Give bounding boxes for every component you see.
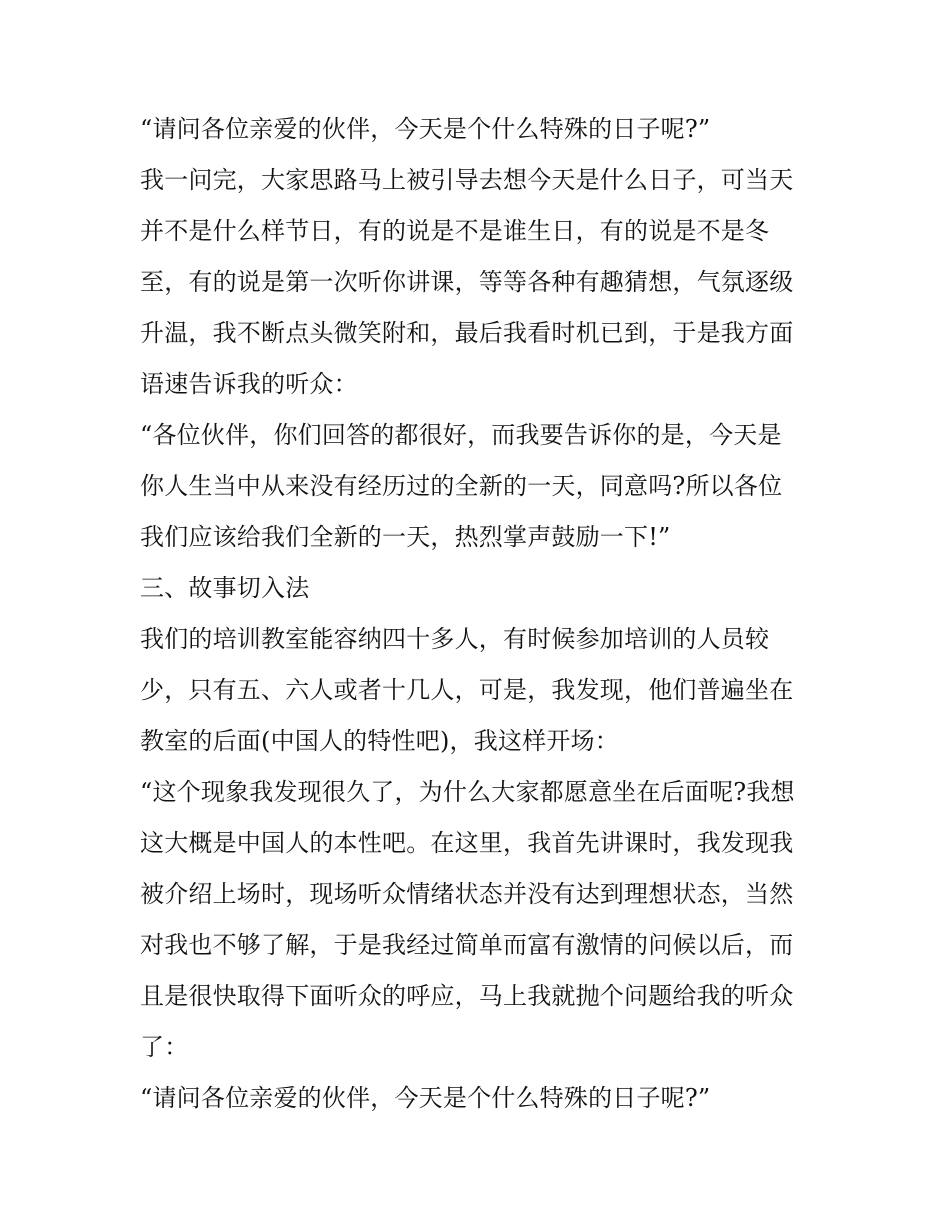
text-line: “各位伙伴，你们回答的都很好，而我要告诉你的是，今天是 [140,421,782,449]
text-line: 并不是什么样节日，有的说是不是谁生日，有的说是不是冬 [140,217,770,245]
text-line: 我一问完，大家思路马上被引导去想今天是什么日子，可当天 [140,166,794,194]
text-line: 少，只有五、六人或者十几人，可是，我发现，他们普遍坐在 [140,676,794,704]
text-line: 我们应该给我们全新的一天，热烈掌声鼓励一下!” [140,523,671,551]
document-body [140,104,820,1124]
text-line: 你人生当中从来没有经历过的全新的一天，同意吗?所以各位 [140,472,783,500]
text-line: 这大概是中国人的本性吧。在这里，我首先讲课时，我发现我 [140,829,794,857]
text-line: 且是很快取得下面听众的呼应，马上我就抛个问题给我的听众 [140,982,794,1010]
text-line: 升温，我不断点头微笑附和，最后我看时机已到，于是我方面 [140,319,794,347]
text-line: 了： [140,1033,189,1061]
text-line: 语速告诉我的听众： [140,370,358,398]
text-line: “请问各位亲爱的伙伴，今天是个什么特殊的日子呢?” [140,115,711,143]
text-line: 教室的后面(中国人的特性吧)，我这样开场： [140,727,619,755]
text-line: 被介绍上场时，现场听众情绪状态并没有达到理想状态，当然 [140,880,794,908]
text-line: 我们的培训教室能容纳四十多人，有时候参加培训的人员较 [140,625,770,653]
section-heading: 三、故事切入法 [140,574,310,602]
text-line: “请问各位亲爱的伙伴，今天是个什么特殊的日子呢?” [140,1084,711,1112]
text-line: 至，有的说是第一次听你讲课，等等各种有趣猜想，气氛逐级 [140,268,794,296]
text-line: 对我也不够了解，于是我经过简单而富有激情的问候以后，而 [140,931,794,959]
text-line: “这个现象我发现很久了，为什么大家都愿意坐在后面呢?我想 [140,778,795,806]
